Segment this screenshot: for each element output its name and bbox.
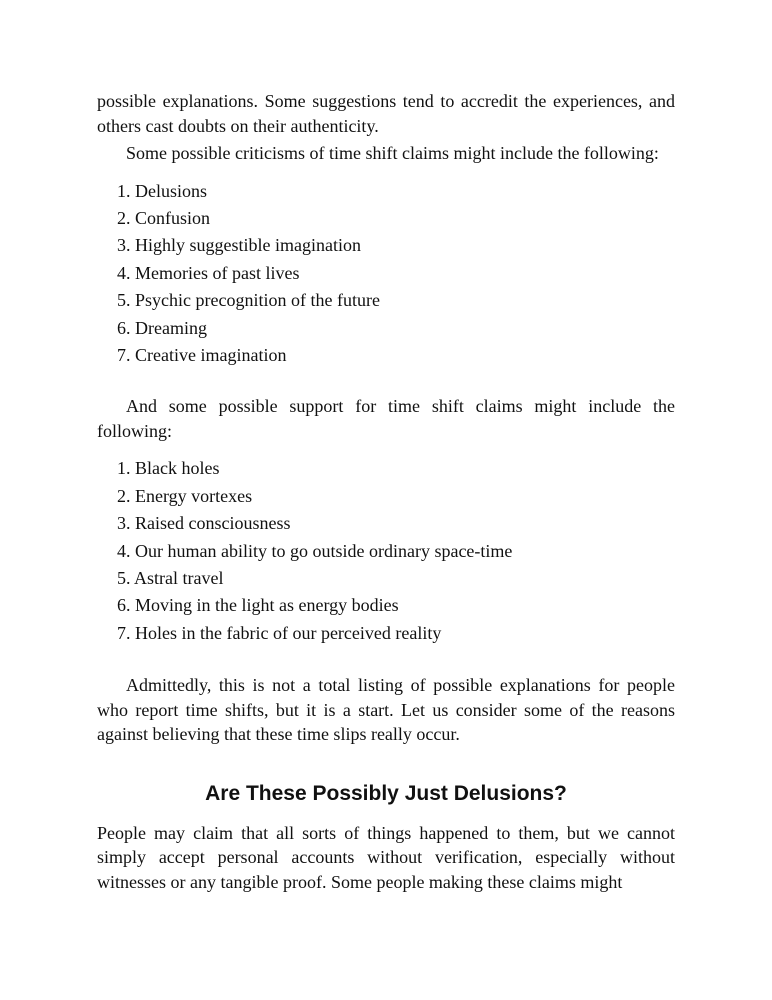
paragraph-admittedly: Admittedly, this is not a total listing of possible explanations for people who report time shifts, but it is a start. Let us consider some of the reasons against believing that these time slips really occur. [97, 675, 675, 745]
support-list [97, 455, 675, 647]
list-item: 1. Delusions [117, 180, 207, 201]
list-item: 3. Highly suggestible imagination [117, 235, 361, 256]
list-item: 7. Creative imagination [117, 344, 287, 365]
section-heading: Are These Possibly Just Delusions? [205, 781, 567, 805]
criticisms-list [97, 178, 675, 370]
list-item: 7. Holes in the fabric of our perceived reality [117, 622, 442, 643]
paragraph-criticisms-intro: Some possible criticisms of time shift claims might include the following: [126, 143, 659, 163]
list-item: 5. Psychic precognition of the future [117, 290, 380, 311]
list-item: 6. Dreaming [117, 317, 207, 338]
list-item: 2. Confusion [117, 207, 211, 228]
paragraph-support-intro: And some possible support for time shift claims might include the following: [97, 396, 675, 441]
list-item: 5. Astral travel [117, 567, 224, 588]
list-item: 3. Raised consciousness [117, 513, 291, 534]
list-item: 2. Energy vortexes [117, 485, 253, 506]
paragraph-intro: possible explanations. Some suggestions tend to accredit the experiences, and others cast doubts on their authenticity. [97, 91, 675, 136]
list-item: 6. Moving in the light as energy bodies [117, 595, 399, 616]
paragraph-people-claim: People may claim that all sorts of things happened to them, but we cannot simply accept personal accounts without verification, especially without witnesses or any tangible proof. Some people making these claims might [97, 822, 675, 892]
list-item: 1. Black holes [117, 458, 220, 479]
list-item: 4. Memories of past lives [117, 262, 300, 283]
list-item: 4. Our human ability to go outside ordinary space-time [117, 540, 513, 561]
